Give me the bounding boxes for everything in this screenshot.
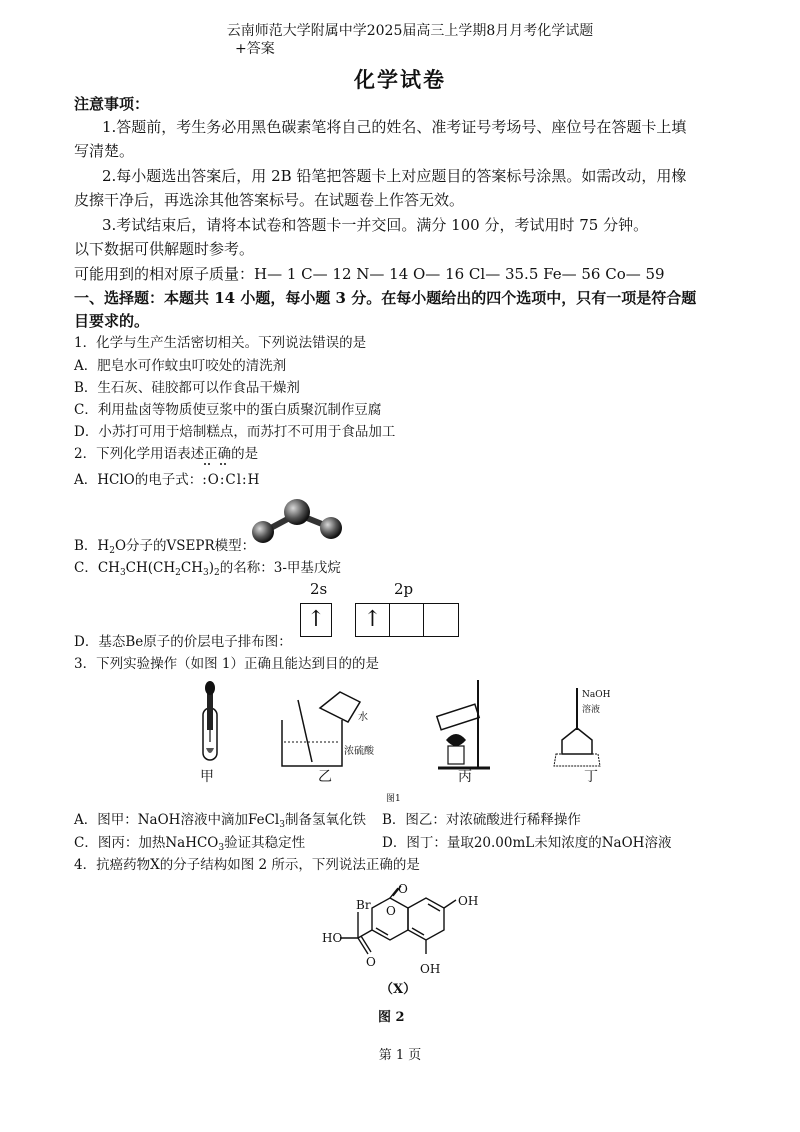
q2-c-s4: 2 <box>214 568 220 578</box>
label-naoh: NaOH <box>582 690 611 700</box>
molecule-label-x: （X） <box>380 982 417 997</box>
q3-stem: 3．下列实验操作（如图 1）正确且能达到目的的是 <box>74 656 379 672</box>
q2-c-t1: C．CH <box>74 560 120 576</box>
q3-a-sub: 3 <box>279 820 285 830</box>
label-o-acid: O <box>366 955 376 969</box>
label-ho: HO <box>322 931 343 945</box>
q1-option-b: B．生石灰、硅胶都可以作食品干燥剂 <box>74 380 300 396</box>
document-header <box>215 22 605 58</box>
q2-option-a <box>74 469 260 491</box>
q2-c-t4: ) <box>208 560 215 576</box>
q3-option-d: D．图丁：量取20.00mL未知浓度的NaOH溶液 <box>382 835 672 851</box>
header-line-2: +答案 <box>235 41 275 57</box>
label-br: Br <box>356 898 371 912</box>
notice-item-3: 3.考试结束后，请将本试卷和答题卡一并交回。满分 100 分，考试用时 75 分钟。 <box>102 216 649 234</box>
atom-h-left <box>252 521 274 543</box>
q2-c-s2: 2 <box>175 568 181 578</box>
orbital-2p-2 <box>390 604 424 636</box>
figure-1-apparatus <box>180 680 640 775</box>
q4-stem: 4．抗癌药物X的分子结构如图 2 所示，下列说法正确的是 <box>74 857 420 873</box>
q3-c-sub: 3 <box>218 843 225 853</box>
q2-b-text-1: B．H <box>74 538 110 554</box>
fig-label-jia: 甲 <box>200 769 214 785</box>
notice-heading: 注意事项： <box>74 95 150 113</box>
q1-option-c: C．利用盐卤等物质使豆浆中的蛋白质聚沉制作豆腐 <box>74 402 382 418</box>
q3-a-t2: 制备氢氧化铁 <box>284 812 366 828</box>
q2-option-d: D．基态Be原子的价层电子排布图： <box>74 634 292 650</box>
q2-c-t5: 的名称：3-甲基戊烷 <box>219 560 341 576</box>
apparatus-jia <box>203 681 217 760</box>
q3-c-t2: 验证其稳定性 <box>224 835 306 851</box>
q3-option-b: B．图乙：对浓硫酸进行稀释操作 <box>382 812 581 828</box>
orbital-box-2s: ↑ <box>300 603 332 637</box>
q2-c-s1: 3 <box>119 568 126 578</box>
label-conc-sulfuric-acid: 浓硫酸 <box>344 746 374 757</box>
vsepr-model-figure <box>245 492 355 552</box>
fig-label-ding: 丁 <box>584 769 598 785</box>
label-water: 水 <box>358 712 368 723</box>
notice-item-1b: 写清楚。 <box>74 142 135 160</box>
q2-b-sub: 2 <box>109 546 115 556</box>
q2-b-text-2: O分子的VSEPR模型： <box>114 538 256 554</box>
section-heading-line-2: 目要求的。 <box>74 312 150 330</box>
section-heading-line-1: 一、选择题：本题共 14 小题，每小题 3 分。在每小题给出的四个选项中，只有一项是符合题 <box>74 289 697 307</box>
q2-stem: 2．下列化学用语表述正确的是 <box>74 446 259 462</box>
q2-c-s3: 3 <box>203 568 209 578</box>
notice-item-1a: 1.答题前，考生务必用黑色碳素笔将自己的姓名、准考证号考场号、座位号在答题卡上填 <box>102 118 687 136</box>
label-solution: 溶液 <box>582 705 601 715</box>
q2-c-t2: CH(CH <box>125 560 176 576</box>
q2-c-t3: CH <box>180 560 203 576</box>
figure-2-caption: 图 2 <box>378 1010 405 1025</box>
atom-h-right <box>320 517 342 539</box>
page-title: 化学试卷 <box>354 67 446 92</box>
orbital-label-2s: 2s <box>310 580 328 598</box>
hclo-electron-formula: :O:Cl:H <box>202 472 261 488</box>
label-oh-top: OH <box>458 894 479 908</box>
q3-c-t1: C．图丙：加热NaHCO <box>74 835 219 851</box>
reference-note: 以下数据可供解题时参考。 <box>74 240 255 258</box>
notice-item-2b: 皮擦干净后，再选涂其他答案标号。在试题卷上作答无效。 <box>74 191 465 209</box>
q1-option-d: D．小苏打可用于焙制糕点，而苏打不可用于食品加工 <box>74 424 396 440</box>
fig-label-bing: 丙 <box>458 769 472 785</box>
orbital-2p-1: ↑ <box>356 604 390 636</box>
orbital-box-2p <box>355 603 459 637</box>
atomic-mass-line: 可能用到的相对原子质量：H— 1 C— 12 N— 14 O— 16 Cl— 35.5 Fe— 56 Co— 59 <box>74 265 665 283</box>
atom-o-center <box>284 499 310 525</box>
apparatus-bing <box>437 680 490 768</box>
fig-label-yi: 乙 <box>318 769 332 785</box>
q3-a-t1: A．图甲：NaOH溶液中滴加FeCl <box>74 812 280 828</box>
label-oh-bottom: OH <box>420 962 441 976</box>
figure-1-caption: 图1 <box>386 794 401 804</box>
orbital-label-2p: 2p <box>394 580 414 598</box>
q2-option-c <box>74 557 341 584</box>
header-line-1: 云南师范大学附属中学2025届高三上学期8月月考化学试题 <box>226 23 594 39</box>
q2-option-a-text: A．HClO的电子式： <box>74 472 203 488</box>
label-o-carbonyl: O <box>398 882 408 896</box>
label-o-ring: O <box>386 904 396 918</box>
electron-dots <box>196 460 236 472</box>
notice-item-2a: 2.每小题选出答案后，用 2B 铅笔把答题卡上对应题目的答案标号涂黑。如需改动，用橡 <box>102 167 687 185</box>
benzene-ring <box>408 898 444 940</box>
page-number: 第 1 页 <box>378 1048 422 1063</box>
q1-option-a: A．肥皂水可作蚊虫叮咬处的清洗剂 <box>74 358 287 374</box>
q1-stem: 1．化学与生产生活密切相关。下列说法错误的是 <box>74 335 367 351</box>
